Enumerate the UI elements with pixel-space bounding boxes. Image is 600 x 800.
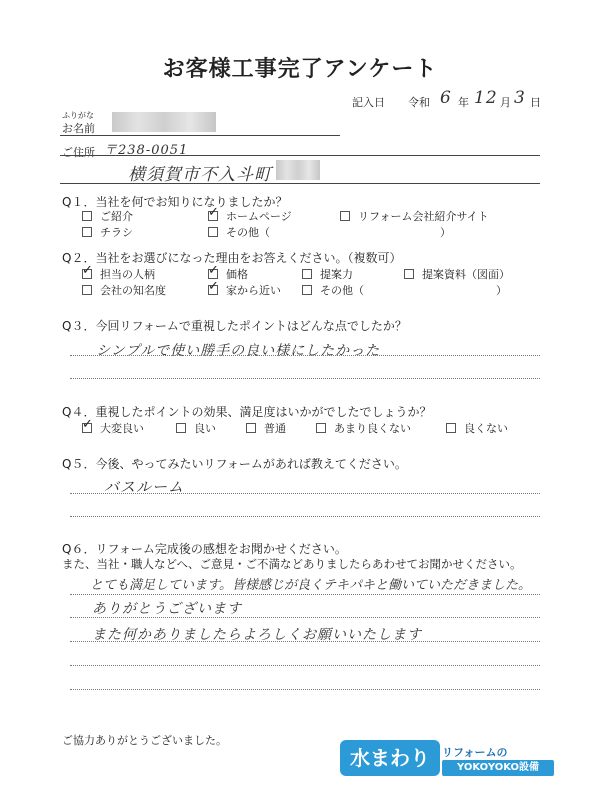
q4-option-normal[interactable]: 普通 [246, 420, 286, 436]
checkbox[interactable] [176, 423, 186, 433]
q2-option-nearby[interactable]: ✓ 家から近い [208, 282, 281, 298]
checkbox[interactable] [404, 269, 414, 279]
name-redaction [112, 112, 216, 132]
checkbox-checked[interactable] [82, 269, 92, 279]
answer-line [70, 378, 540, 379]
address-line-1 [60, 155, 540, 156]
logo-subtitle: リフォームの [442, 746, 508, 759]
company-logo: 水まわり [340, 740, 440, 776]
q3-title: Q３．今回リフォームで重視したポイントはどんな点でしたか？ [62, 319, 407, 333]
q4-option-good[interactable]: 良い [176, 420, 216, 436]
logo-company-name: YOKOYOKO設備 [442, 760, 554, 776]
checkbox-checked[interactable] [82, 423, 92, 433]
era-label: 令和 [408, 96, 430, 109]
q6-title-line2: また、当社・職人などへ、ご意見・ご不満などありましたらあわせてお聞かせください。 [62, 557, 522, 571]
q4-option-very-good[interactable]: ✓大変良い [82, 420, 144, 436]
q4-option-bad[interactable]: 良くない [446, 420, 508, 436]
month-value: 12 [474, 88, 498, 108]
thanks-text: ご協力ありがとうございました。 [62, 734, 227, 747]
checkbox[interactable] [446, 423, 456, 433]
answer-line [70, 493, 540, 494]
checkbox[interactable] [316, 423, 326, 433]
year-value: 6 [440, 88, 452, 108]
q1-option-referral-site[interactable]: リフォーム会社紹介サイト [340, 208, 489, 224]
furigana-label: ふりがな [62, 111, 94, 120]
checkbox[interactable] [82, 227, 92, 237]
answer-line [70, 689, 540, 690]
answer-line [70, 516, 540, 517]
q6-title-line1: Q６．リフォーム完成後の感想をお聞かせください。 [62, 542, 347, 556]
q3-answer[interactable]: シンプルで使い勝手の良い様にしたかった [96, 343, 381, 359]
day-value: 3 [514, 88, 526, 108]
q2-title: Q２．当社をお選びになった理由をお答えください。（複数可） [62, 251, 402, 265]
postal-code: 〒238-0051 [104, 143, 189, 158]
q2-option-proposal[interactable]: 提案力 [302, 266, 353, 282]
checkbox-checked[interactable] [208, 269, 218, 279]
name-label: お名前 [62, 122, 95, 135]
q4-option-not-very-good[interactable]: あまり良くない [316, 420, 411, 436]
checkbox[interactable] [340, 211, 350, 221]
address-line-2 [60, 183, 540, 184]
checkbox[interactable] [246, 423, 256, 433]
checkbox-checked[interactable] [208, 285, 218, 295]
answer-line [70, 617, 540, 618]
entry-date-label: 記入日 [352, 96, 385, 109]
q6-answer-line2[interactable]: ありがとうございます [92, 601, 242, 617]
answer-line [70, 641, 540, 642]
checkbox[interactable] [82, 211, 92, 221]
answer-line [70, 594, 540, 595]
checkbox[interactable] [82, 285, 92, 295]
answer-line [70, 355, 540, 356]
page-title: お客様工事完了アンケート [162, 57, 438, 82]
q2-option-other[interactable]: その他（ [302, 282, 364, 298]
answer-line [70, 665, 540, 666]
address-label: ご住所 [62, 146, 95, 159]
q1-option-other[interactable]: その他（ [208, 224, 270, 240]
name-underline [60, 135, 340, 136]
q2-other-close: ） [496, 284, 507, 297]
q1-other-close: ） [440, 226, 451, 239]
q4-title: Q４．重視したポイントの効果、満足度はいかがでしたでしょうか？ [62, 405, 432, 419]
q1-title: Q１．当社を何でお知りになりましたか？ [62, 195, 288, 209]
q2-option-staff[interactable]: ✓担当の人柄 [82, 266, 155, 282]
q6-answer-line3[interactable]: また何かありましたらよろしくお願いいたします [92, 627, 422, 643]
month-unit: 月 [500, 96, 511, 109]
q1-option-homepage[interactable]: ✓ ホームページ [208, 208, 292, 224]
q2-option-documents[interactable]: 提案資料（図面） [404, 266, 510, 282]
q2-option-price[interactable]: ✓ 価格 [208, 266, 248, 282]
q5-title: Q５．今後、やってみたいリフォームがあれば教えてください。 [62, 457, 407, 471]
day-unit: 日 [530, 96, 541, 109]
year-unit: 年 [458, 96, 469, 109]
checkbox[interactable] [208, 227, 218, 237]
q2-option-reputation[interactable]: 会社の知名度 [82, 282, 166, 298]
checkbox-checked[interactable] [208, 211, 218, 221]
q1-option-referral[interactable]: ご紹介 [82, 208, 133, 224]
q6-answer-line1[interactable]: とても満足しています。皆様感じが良くテキパキと働いていただきました。 [90, 578, 531, 593]
q1-option-flyer[interactable]: チラシ [82, 224, 133, 240]
address-redaction [276, 160, 320, 180]
checkbox[interactable] [302, 269, 312, 279]
q5-answer[interactable]: バスルーム [104, 478, 185, 496]
checkbox[interactable] [302, 285, 312, 295]
address-value: 横須賀市不入斗町 [128, 165, 272, 185]
